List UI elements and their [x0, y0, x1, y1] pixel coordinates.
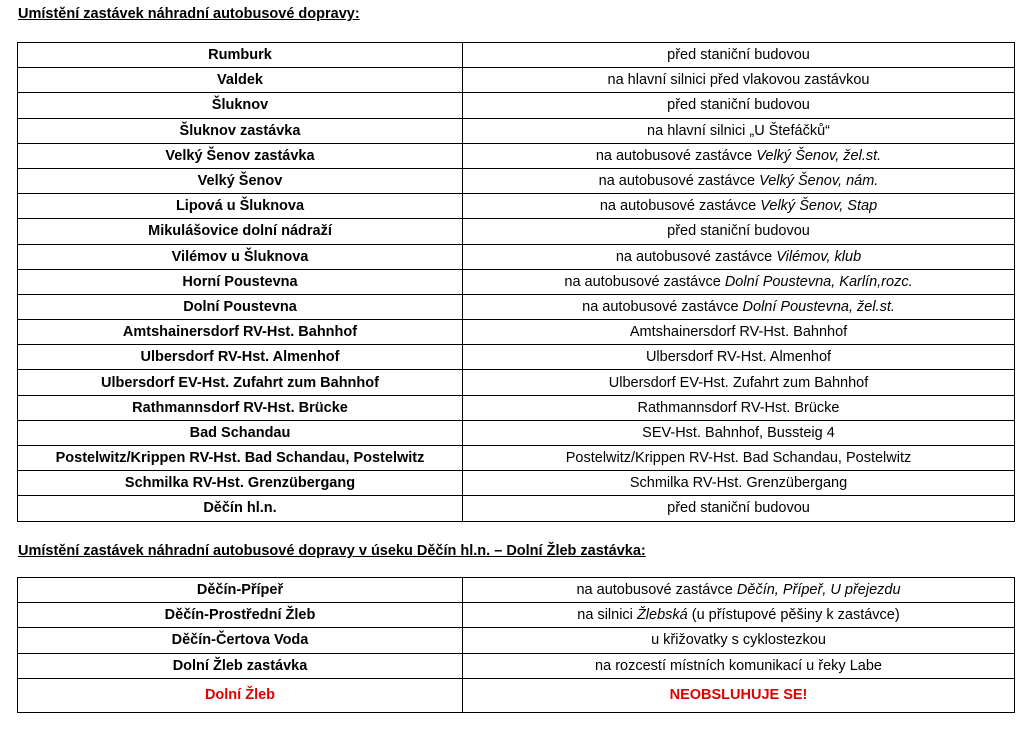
stop-name: Amtshainersdorf RV-Hst. Bahnhof	[18, 320, 463, 345]
location-text: na silnici	[577, 607, 637, 624]
location-text: na autobusové zastávce	[595, 147, 757, 164]
stop-name: Děčín-Přípeř	[18, 578, 463, 603]
table-row	[18, 143, 1015, 168]
table-row	[18, 395, 1015, 420]
table-row	[18, 294, 1015, 319]
table-row	[18, 446, 1015, 471]
location-text: na autobusové zastávce	[615, 248, 777, 265]
location-stop-name: Děčín, Přípeř, U přejezdu	[736, 582, 901, 599]
stop-location	[463, 603, 1015, 628]
table-row	[18, 420, 1015, 445]
table-row	[18, 653, 1015, 678]
location-text: na autobusové zastávce	[564, 273, 725, 290]
section-2-heading: Umístění zastávek náhradní autobusové dopravy v úseku Děčín hl.n. – Dolní Žleb zastávka:	[18, 543, 646, 559]
location-text: na autobusové zastávce	[599, 198, 761, 215]
location-text: před staniční budovou	[667, 500, 810, 517]
stop-name: Ulbersdorf RV-Hst. Almenhof	[18, 345, 463, 370]
table-row	[18, 628, 1015, 653]
location-text: na rozcestí místních komunikací u řeky Labe	[595, 657, 882, 674]
table-row	[18, 320, 1015, 345]
table-row	[18, 578, 1015, 603]
table-row	[18, 496, 1015, 521]
stop-name: Děčín hl.n.	[18, 496, 463, 521]
stop-name: Dolní Poustevna	[18, 294, 463, 319]
table-row	[18, 168, 1015, 193]
table-row	[18, 269, 1015, 294]
location-text: Amtshainersdorf RV-Hst. Bahnhof	[629, 324, 848, 341]
location-stop-name: Dolní Poustevna, žel.st.	[742, 298, 895, 315]
stop-location	[463, 219, 1015, 244]
stop-name: Valdek	[18, 68, 463, 93]
stop-name: Šluknov zastávka	[18, 118, 463, 143]
location-text: před staniční budovou	[667, 47, 810, 64]
table-row	[18, 345, 1015, 370]
stop-name: Děčín-Čertova Voda	[18, 628, 463, 653]
stop-name: Šluknov	[18, 93, 463, 118]
table-row	[18, 370, 1015, 395]
location-text: na hlavní silnici před vlakovou zastávkou	[607, 72, 870, 89]
location-stop-name: Velký Šenov, nám.	[759, 173, 879, 190]
stop-location	[463, 653, 1015, 678]
stop-location	[463, 320, 1015, 345]
stop-location	[463, 43, 1015, 68]
stop-location	[463, 496, 1015, 521]
stop-name: Lipová u Šluknova	[18, 194, 463, 219]
stop-location	[463, 244, 1015, 269]
stops-table-decin-zleb	[17, 577, 1015, 713]
stop-name: Vilémov u Šluknova	[18, 244, 463, 269]
location-text: na autobusové zastávce	[582, 298, 743, 315]
stop-location	[463, 395, 1015, 420]
table-row	[18, 194, 1015, 219]
stop-location	[463, 143, 1015, 168]
location-text: na autobusové zastávce	[576, 582, 737, 599]
location-text-suffix: (u přístupové pěšiny k zastávce)	[687, 607, 900, 624]
stop-location	[463, 420, 1015, 445]
stop-name: Ulbersdorf EV-Hst. Zufahrt zum Bahnhof	[18, 370, 463, 395]
stop-name: Mikulášovice dolní nádraží	[18, 219, 463, 244]
table-row	[18, 678, 1015, 712]
stop-location	[463, 578, 1015, 603]
location-text: SEV-Hst. Bahnhof, Bussteig 4	[642, 424, 835, 441]
table-row	[18, 68, 1015, 93]
stop-location	[463, 168, 1015, 193]
stop-location	[463, 68, 1015, 93]
stop-location	[463, 194, 1015, 219]
location-text: NEOBSLUHUJE SE!	[669, 687, 808, 704]
location-stop-name: Velký Šenov, Stap	[760, 198, 878, 215]
stop-location	[463, 471, 1015, 496]
location-text: na hlavní silnici „U Štefáčků“	[647, 122, 830, 139]
location-text: Rathmannsdorf RV-Hst. Brücke	[637, 399, 840, 416]
table-row	[18, 471, 1015, 496]
table-row	[18, 244, 1015, 269]
location-text: na autobusové zastávce	[598, 173, 760, 190]
stop-name: Dolní Žleb	[18, 678, 463, 712]
location-text: Ulbersdorf RV-Hst. Almenhof	[645, 349, 832, 366]
table-row	[18, 43, 1015, 68]
stop-name: Schmilka RV-Hst. Grenzübergang	[18, 471, 463, 496]
stop-name: Velký Šenov	[18, 168, 463, 193]
location-stop-name: Velký Šenov, žel.st.	[756, 147, 882, 164]
location-text: Ulbersdorf EV-Hst. Zufahrt zum Bahnhof	[608, 374, 869, 391]
stop-name: Dolní Žleb zastávka	[18, 653, 463, 678]
location-stop-name: Žlebská	[636, 607, 688, 624]
stop-location	[463, 446, 1015, 471]
stop-location	[463, 93, 1015, 118]
stop-location	[463, 269, 1015, 294]
stops-table-main	[17, 42, 1015, 522]
stop-name: Velký Šenov zastávka	[18, 143, 463, 168]
stop-location	[463, 345, 1015, 370]
location-text: u křižovatky s cyklostezkou	[651, 632, 826, 649]
location-text: před staniční budovou	[667, 97, 810, 114]
stop-name: Postelwitz/Krippen RV-Hst. Bad Schandau, Postelwitz	[18, 446, 463, 471]
table-row	[18, 219, 1015, 244]
table-row	[18, 118, 1015, 143]
location-text: Schmilka RV-Hst. Grenzübergang	[629, 475, 848, 492]
stop-name: Horní Poustevna	[18, 269, 463, 294]
location-stop-name: Dolní Poustevna, Karlín,rozc.	[724, 273, 913, 290]
stop-name: Rathmannsdorf RV-Hst. Brücke	[18, 395, 463, 420]
table-row	[18, 603, 1015, 628]
location-text: Postelwitz/Krippen RV-Hst. Bad Schandau, Postelwitz	[565, 450, 912, 467]
stop-location	[463, 118, 1015, 143]
table-row	[18, 93, 1015, 118]
stop-location	[463, 678, 1015, 712]
section-1-heading: Umístění zastávek náhradní autobusové dopravy:	[18, 6, 360, 22]
location-stop-name: Vilémov, klub	[776, 248, 862, 265]
stop-location	[463, 294, 1015, 319]
stop-location	[463, 628, 1015, 653]
stop-name: Děčín-Prostřední Žleb	[18, 603, 463, 628]
stop-location	[463, 370, 1015, 395]
stop-name: Rumburk	[18, 43, 463, 68]
stop-name: Bad Schandau	[18, 420, 463, 445]
location-text: před staniční budovou	[667, 223, 810, 240]
